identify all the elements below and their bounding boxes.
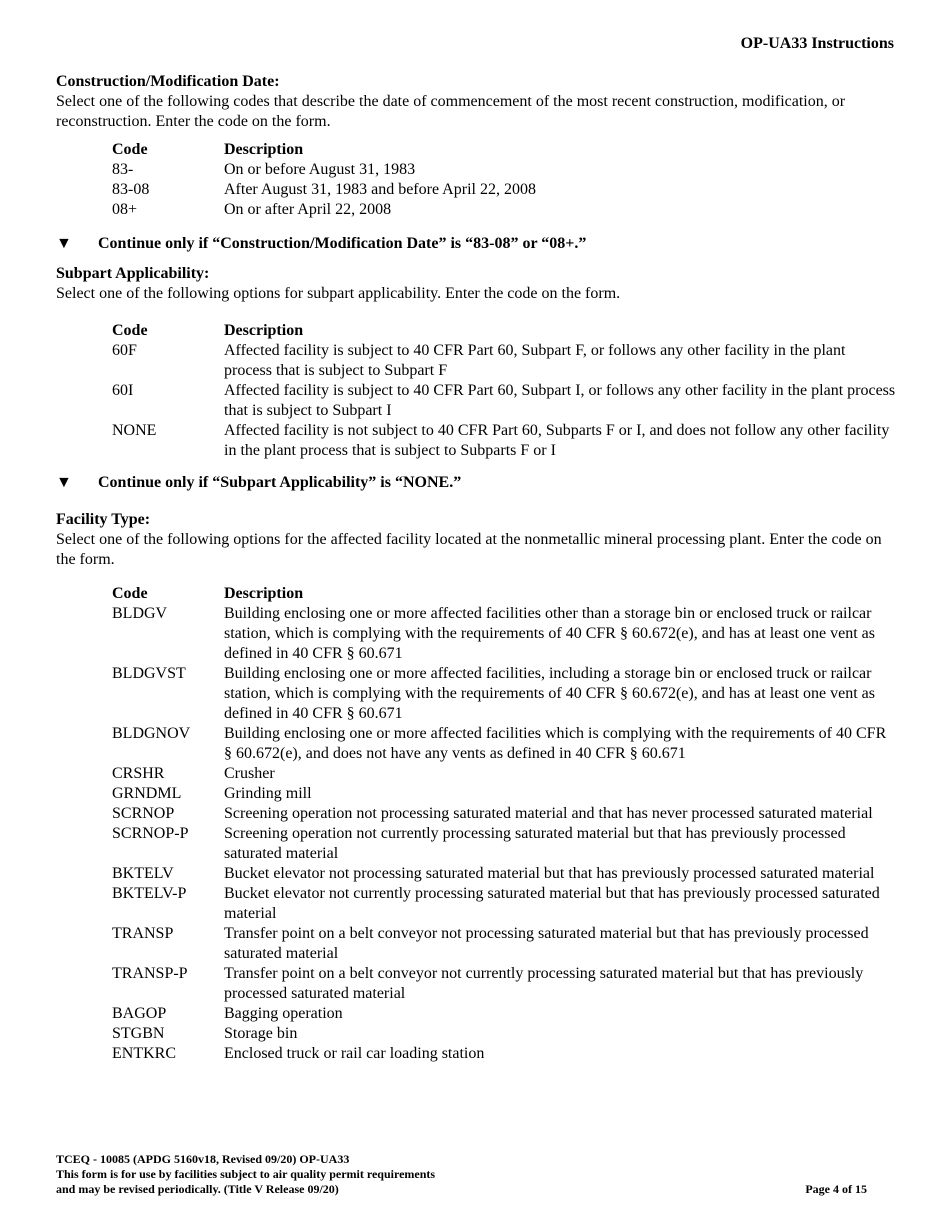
subpart-applicability-instructions: Select one of the following options for subpart applicability. Enter the code on the form. — [56, 285, 621, 302]
description-cell: On or before August 31, 1983 — [224, 161, 416, 178]
construction-date-heading: Construction/Modification Date: — [56, 73, 280, 90]
table-row — [112, 381, 897, 421]
continue-condition-text: Continue only if “Construction/Modification Date” is “83-08” or “08+.” — [98, 235, 587, 252]
table-row — [112, 964, 897, 1004]
code-cell: 60I — [112, 382, 134, 399]
code-column-header: Code — [112, 141, 148, 158]
description-cell: Grinding mill — [224, 785, 312, 802]
description-cell: Storage bin — [224, 1025, 298, 1042]
table-header — [112, 584, 897, 604]
description-cell: Affected facility is subject to 40 CFR Part 60, Subpart F, or follows any other facility in the plant process that is subject to Subpart F — [224, 342, 846, 379]
code-cell: 83- — [112, 161, 134, 178]
description-cell: Building enclosing one or more affected facilities which is complying with the requirements of 40 CFR § 60.672(e), and does not have any vents as defined in 40 CFR § 60.671 — [224, 725, 887, 762]
code-column-header: Code — [112, 322, 148, 339]
footer-form-info — [56, 1152, 435, 1197]
table-row — [112, 160, 897, 180]
table-header — [112, 321, 897, 341]
description-cell: Bucket elevator not currently processing saturated material but that has previously processed saturated material — [224, 885, 880, 922]
code-cell: BLDGNOV — [112, 725, 191, 742]
table-row — [112, 724, 897, 764]
code-cell: TRANSP-P — [112, 965, 188, 982]
table-row — [112, 1044, 897, 1064]
code-cell: CRSHR — [112, 765, 165, 782]
table-row — [112, 784, 897, 804]
description-cell: Affected facility is not subject to 40 CFR Part 60, Subparts F or I, and does not follow any other facility in the plant process that is subject to Subparts F or I — [224, 422, 890, 459]
description-column-header: Description — [224, 141, 304, 158]
description-cell: Crusher — [224, 765, 275, 782]
continue-condition-2 — [56, 473, 461, 493]
code-cell: SCRNOP — [112, 805, 175, 822]
code-cell: TRANSP — [112, 925, 174, 942]
code-cell: STGBN — [112, 1025, 165, 1042]
description-cell: Bucket elevator not processing saturated material but that has previously processed saturated material — [224, 865, 875, 882]
down-triangle-icon: ▼ — [56, 235, 72, 252]
table-row — [112, 664, 897, 724]
facility-type-heading: Facility Type: — [56, 511, 151, 528]
facility-type-instructions: Select one of the following options for the affected facility located at the nonmetallic mineral processing plant. Enter the code on the form. — [56, 531, 882, 568]
description-cell: Building enclosing one or more affected facilities, including a storage bin or enclosed truck or railcar station, which is complying with the requirements of 40 CFR § 60.672(e), and has at least one vent as defined in 40 CFR § 60.671 — [224, 665, 875, 722]
description-cell: Bagging operation — [224, 1005, 343, 1022]
table-row — [112, 180, 897, 200]
description-cell: Screening operation not currently processing saturated material but that has previously processed saturated material — [224, 825, 846, 862]
subpart-applicability-heading: Subpart Applicability: — [56, 265, 210, 282]
code-cell: BLDGVST — [112, 665, 186, 682]
construction-code-table — [112, 140, 897, 220]
code-cell: BAGOP — [112, 1005, 167, 1022]
table-row — [112, 1004, 897, 1024]
code-cell: NONE — [112, 422, 157, 439]
down-triangle-icon: ▼ — [56, 474, 72, 491]
table-row — [112, 604, 897, 664]
description-cell: Building enclosing one or more affected facilities other than a storage bin or enclosed truck or railcar station, which is complying with the requirements of 40 CFR § 60.672(e), and has at least one vent as defined in 40 CFR § 60.671 — [224, 605, 875, 662]
description-cell: On or after April 22, 2008 — [224, 201, 392, 218]
facility-code-table — [112, 584, 897, 1064]
footer-line: This form is for use by facilities subject to air quality permit requirements — [56, 1167, 436, 1181]
table-row — [112, 200, 897, 220]
description-cell: Transfer point on a belt conveyor not currently processing saturated material but that has previously processed saturated material — [224, 965, 864, 1002]
code-cell: GRNDML — [112, 785, 182, 802]
description-cell: Enclosed truck or rail car loading station — [224, 1045, 485, 1062]
code-column-header: Code — [112, 585, 148, 602]
description-cell: Transfer point on a belt conveyor not processing saturated material but that has previously processed saturated material — [224, 925, 869, 962]
table-row — [112, 764, 897, 784]
footer-line: and may be revised periodically. (Title V Release 09/20) — [56, 1182, 339, 1196]
continue-condition-1 — [56, 234, 586, 254]
table-row — [112, 341, 897, 381]
code-cell: BLDGV — [112, 605, 168, 622]
construction-date-instructions: Select one of the following codes that describe the date of commencement of the most recent construction, modification, or reconstruction. Enter the code on the form. — [56, 93, 846, 130]
table-row — [112, 884, 897, 924]
page-title: OP-UA33 Instructions — [740, 35, 894, 52]
code-cell: 83-08 — [112, 181, 150, 198]
code-cell: SCRNOP-P — [112, 825, 189, 842]
table-row — [112, 421, 897, 461]
code-cell: 08+ — [112, 201, 138, 218]
description-column-header: Description — [224, 322, 304, 339]
description-cell: Screening operation not processing saturated material and that has never processed saturated material — [224, 805, 873, 822]
page-number: Page 4 of 15 — [805, 1182, 867, 1196]
subpart-code-table — [112, 321, 897, 461]
table-header — [112, 140, 897, 160]
table-row — [112, 864, 897, 884]
description-cell: Affected facility is subject to 40 CFR Part 60, Subpart I, or follows any other facility in the plant process that is subject to Subpart I — [224, 382, 896, 419]
continue-condition-text: Continue only if “Subpart Applicability” is “NONE.” — [98, 474, 462, 491]
table-row — [112, 1024, 897, 1044]
code-cell: ENTKRC — [112, 1045, 176, 1062]
table-row — [112, 824, 897, 864]
footer-line: TCEQ - 10085 (APDG 5160v18, Revised 09/20) OP-UA33 — [56, 1152, 350, 1166]
description-cell: After August 31, 1983 and before April 22, 2008 — [224, 181, 536, 198]
code-cell: 60F — [112, 342, 137, 359]
table-row — [112, 804, 897, 824]
code-cell: BKTELV-P — [112, 885, 187, 902]
code-cell: BKTELV — [112, 865, 174, 882]
table-row — [112, 924, 897, 964]
description-column-header: Description — [224, 585, 304, 602]
